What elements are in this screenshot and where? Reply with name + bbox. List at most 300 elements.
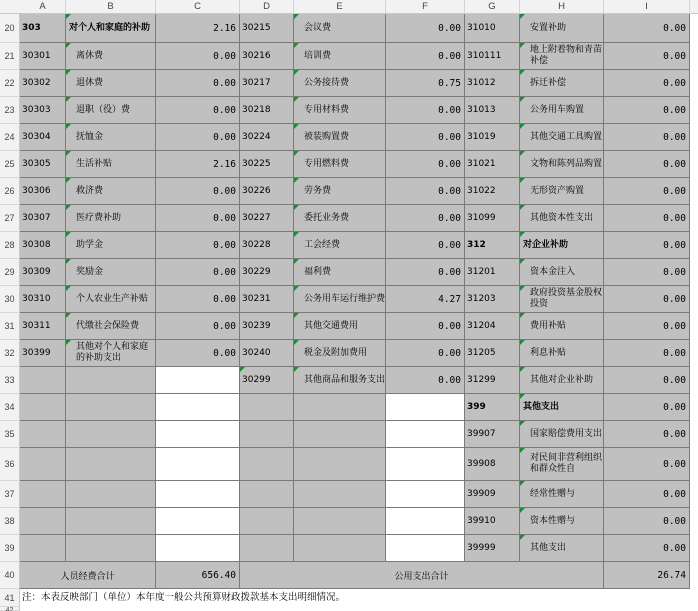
- cell-d[interactable]: [240, 14, 294, 43]
- cell-b[interactable]: [66, 205, 156, 232]
- column-header-e[interactable]: E: [294, 0, 386, 14]
- cell-i[interactable]: [604, 394, 690, 421]
- cell-g[interactable]: [465, 259, 520, 286]
- cell-h[interactable]: [520, 178, 604, 205]
- cell-d[interactable]: [240, 313, 294, 340]
- cell-text: 30231: [242, 294, 271, 304]
- cell-text: 30310: [22, 294, 51, 304]
- cell-i[interactable]: [604, 481, 690, 508]
- cell-d[interactable]: [240, 205, 294, 232]
- cell-text: 0.00: [663, 77, 686, 89]
- cell-f[interactable]: [386, 178, 465, 205]
- cell-g[interactable]: [465, 124, 520, 151]
- cell-b[interactable]: [66, 421, 156, 448]
- cell-d[interactable]: [240, 508, 294, 535]
- cell-text: 31022: [467, 186, 496, 196]
- cell-b[interactable]: [66, 43, 156, 70]
- cell-text: 39999: [467, 543, 496, 553]
- cell-h[interactable]: [520, 481, 604, 508]
- cell-c[interactable]: [156, 97, 240, 124]
- cell-d[interactable]: [240, 151, 294, 178]
- cell-text: 经常性赠与: [530, 488, 576, 499]
- row-42: [0, 607, 698, 611]
- cell-d[interactable]: [240, 259, 294, 286]
- cell-c[interactable]: [156, 232, 240, 259]
- cell-g[interactable]: [465, 43, 520, 70]
- comment-marker-icon: [66, 14, 71, 19]
- cell-i[interactable]: [604, 178, 690, 205]
- cell-h[interactable]: [520, 340, 604, 367]
- cell-a[interactable]: [20, 43, 66, 70]
- cell-g[interactable]: [465, 508, 520, 535]
- cell-h[interactable]: [520, 286, 604, 313]
- cell-c[interactable]: [156, 205, 240, 232]
- cell-text: 30216: [242, 51, 271, 61]
- row-header-42[interactable]: 42: [0, 607, 20, 611]
- cell-b[interactable]: [66, 481, 156, 508]
- cell-i[interactable]: [604, 205, 690, 232]
- cell-i[interactable]: [604, 421, 690, 448]
- cell-text: 税金及附加费用: [304, 347, 368, 358]
- cell-c[interactable]: [156, 178, 240, 205]
- cell-a[interactable]: [20, 286, 66, 313]
- cell-c[interactable]: [156, 508, 240, 535]
- row-header[interactable]: 38: [0, 508, 20, 535]
- cell-g[interactable]: [465, 394, 520, 421]
- cell-a[interactable]: [20, 259, 66, 286]
- cell-c[interactable]: [156, 367, 240, 394]
- cell-h[interactable]: [520, 421, 604, 448]
- cell-text: 30311: [22, 321, 51, 331]
- cell-a[interactable]: [20, 232, 66, 259]
- cell-b[interactable]: [66, 313, 156, 340]
- cell-text: 39907: [467, 429, 496, 439]
- cell-c[interactable]: [156, 313, 240, 340]
- cell-h[interactable]: [520, 394, 604, 421]
- cell-b[interactable]: [66, 448, 156, 481]
- cell-a[interactable]: [20, 151, 66, 178]
- cell-h[interactable]: [520, 535, 604, 562]
- cell-text: 0.00: [663, 515, 686, 527]
- cell-text: 救济费: [76, 185, 104, 196]
- comment-marker-icon: [520, 205, 525, 210]
- cell-d[interactable]: [240, 232, 294, 259]
- cell-text: 抚恤金: [76, 131, 104, 142]
- comment-marker-icon: [520, 286, 525, 291]
- cell-h[interactable]: [520, 205, 604, 232]
- comment-marker-icon: [294, 70, 299, 75]
- cell-c[interactable]: [156, 151, 240, 178]
- row-header[interactable]: 27: [0, 205, 20, 232]
- cell-e[interactable]: [294, 286, 386, 313]
- row-header[interactable]: 39: [0, 535, 20, 562]
- cell-d[interactable]: [240, 340, 294, 367]
- table-footnote[interactable]: 注：本表反映部门（单位）本年度一般公共预算财政拨款基本支出明细情况。: [22, 592, 346, 603]
- cell-h[interactable]: [520, 70, 604, 97]
- public-total-label[interactable]: [240, 562, 604, 589]
- cell-a[interactable]: [20, 205, 66, 232]
- cell-text: 310111: [467, 51, 502, 61]
- cell-e[interactable]: [294, 97, 386, 124]
- column-header-d[interactable]: D: [240, 0, 294, 14]
- cell-b[interactable]: [66, 286, 156, 313]
- cell-i[interactable]: [604, 97, 690, 124]
- cell-a[interactable]: [20, 313, 66, 340]
- cell-b[interactable]: [66, 97, 156, 124]
- row-header[interactable]: 40: [0, 562, 20, 589]
- cell-d[interactable]: [240, 448, 294, 481]
- cell-f[interactable]: [386, 367, 465, 394]
- cell-g[interactable]: [465, 151, 520, 178]
- table-row: [0, 97, 698, 124]
- public-total-value[interactable]: [604, 562, 690, 589]
- cell-text: 2.16: [213, 22, 236, 34]
- comment-marker-icon: [520, 481, 525, 486]
- column-header-i[interactable]: I: [604, 0, 690, 14]
- cell-i[interactable]: [604, 367, 690, 394]
- cell-a[interactable]: [20, 340, 66, 367]
- cell-f[interactable]: [386, 70, 465, 97]
- cell-text: 地上附着物和青苗补偿: [530, 45, 603, 66]
- comment-marker-icon: [520, 178, 525, 183]
- cell-e[interactable]: [294, 232, 386, 259]
- row-header[interactable]: 32: [0, 340, 20, 367]
- row-header[interactable]: 21: [0, 43, 20, 70]
- cell-e[interactable]: [294, 124, 386, 151]
- cell-text: 30309: [22, 267, 51, 277]
- cell-b[interactable]: [66, 151, 156, 178]
- cell-a[interactable]: [20, 448, 66, 481]
- cell-text: 0.00: [438, 320, 461, 332]
- cell-a[interactable]: [20, 535, 66, 562]
- cell-e[interactable]: [294, 508, 386, 535]
- cell-h[interactable]: [520, 367, 604, 394]
- cell-e[interactable]: [294, 178, 386, 205]
- cell-b[interactable]: [66, 535, 156, 562]
- cell-b[interactable]: [66, 70, 156, 97]
- cell-c[interactable]: [156, 394, 240, 421]
- comment-marker-icon: [520, 151, 525, 156]
- cell-f[interactable]: [386, 14, 465, 43]
- cell-c[interactable]: [156, 421, 240, 448]
- cell-f[interactable]: [386, 259, 465, 286]
- column-header-f[interactable]: F: [386, 0, 465, 14]
- cell-f[interactable]: [386, 43, 465, 70]
- row-header-41[interactable]: 41: [0, 589, 20, 607]
- cell-text: 0.75: [438, 77, 461, 89]
- cell-d[interactable]: [240, 124, 294, 151]
- comment-marker-icon: [66, 70, 71, 75]
- cell-a[interactable]: [20, 367, 66, 394]
- cell-g[interactable]: [465, 70, 520, 97]
- cell-g[interactable]: [465, 367, 520, 394]
- cell-text: 其他支出: [530, 542, 567, 553]
- cell-text: 0.00: [438, 212, 461, 224]
- cell-h[interactable]: [520, 259, 604, 286]
- column-header-g[interactable]: G: [465, 0, 520, 14]
- cell-h[interactable]: [520, 43, 604, 70]
- cell-e[interactable]: [294, 313, 386, 340]
- comment-marker-icon: [294, 205, 299, 210]
- cell-a[interactable]: [20, 394, 66, 421]
- cell-c[interactable]: [156, 70, 240, 97]
- cell-f[interactable]: [386, 421, 465, 448]
- cell-i[interactable]: [604, 313, 690, 340]
- cell-b[interactable]: [66, 508, 156, 535]
- cell-g[interactable]: [465, 14, 520, 43]
- cell-text: 0.00: [663, 50, 686, 62]
- cell-e[interactable]: [294, 14, 386, 43]
- cell-a[interactable]: [20, 178, 66, 205]
- cell-b[interactable]: [66, 367, 156, 394]
- cell-text: 医疗费补助: [76, 212, 122, 223]
- cell-text: 39909: [467, 489, 496, 499]
- cell-text: 30239: [242, 321, 271, 331]
- row-header[interactable]: 29: [0, 259, 20, 286]
- cell-text: 0.00: [663, 131, 686, 143]
- cell-e[interactable]: [294, 448, 386, 481]
- cell-g[interactable]: [465, 340, 520, 367]
- cell-i[interactable]: [604, 151, 690, 178]
- cell-e[interactable]: [294, 259, 386, 286]
- cell-d[interactable]: [240, 97, 294, 124]
- cell-text: 0.00: [438, 50, 461, 62]
- cell-g[interactable]: [465, 205, 520, 232]
- row-header[interactable]: 35: [0, 421, 20, 448]
- cell-i[interactable]: [604, 535, 690, 562]
- cell-h[interactable]: [520, 124, 604, 151]
- cell-d[interactable]: [240, 421, 294, 448]
- cell-g[interactable]: [465, 535, 520, 562]
- cell-g[interactable]: [465, 481, 520, 508]
- cell-text: 0.00: [213, 131, 236, 143]
- cell-f[interactable]: [386, 124, 465, 151]
- cell-c[interactable]: [156, 259, 240, 286]
- row-header[interactable]: 28: [0, 232, 20, 259]
- column-header-row: [0, 0, 698, 14]
- row-header[interactable]: 33: [0, 367, 20, 394]
- cell-c[interactable]: [156, 340, 240, 367]
- cell-text: 0.00: [213, 239, 236, 251]
- column-header-c[interactable]: C: [156, 0, 240, 14]
- cell-text: 31013: [467, 105, 496, 115]
- cell-d[interactable]: [240, 286, 294, 313]
- cell-text: 30301: [22, 51, 51, 61]
- cell-a[interactable]: [20, 421, 66, 448]
- cell-h[interactable]: [520, 508, 604, 535]
- cell-f[interactable]: [386, 340, 465, 367]
- cell-text: 30227: [242, 213, 271, 223]
- cell-d[interactable]: [240, 481, 294, 508]
- cell-i[interactable]: [604, 340, 690, 367]
- cell-f[interactable]: [386, 232, 465, 259]
- row-header[interactable]: 24: [0, 124, 20, 151]
- cell-i[interactable]: [604, 43, 690, 70]
- cell-h[interactable]: [520, 151, 604, 178]
- row-header[interactable]: 23: [0, 97, 20, 124]
- cell-i[interactable]: [604, 448, 690, 481]
- cell-text: 0.00: [213, 212, 236, 224]
- cell-f[interactable]: [386, 508, 465, 535]
- cell-text: 0.00: [663, 185, 686, 197]
- personnel-total-value[interactable]: [156, 562, 240, 589]
- row-header[interactable]: 20: [0, 14, 20, 43]
- cell-text: 公务用车运行维护费: [304, 293, 386, 304]
- table-row: [0, 508, 698, 535]
- cell-a[interactable]: [20, 124, 66, 151]
- cell-g[interactable]: [465, 286, 520, 313]
- table-row: [0, 367, 698, 394]
- cell-i[interactable]: [604, 286, 690, 313]
- table-row: [0, 124, 698, 151]
- cell-e[interactable]: [294, 535, 386, 562]
- cell-b[interactable]: [66, 232, 156, 259]
- comment-marker-icon: [66, 178, 71, 183]
- cell-f[interactable]: [386, 481, 465, 508]
- comment-marker-icon: [294, 124, 299, 129]
- cell-i[interactable]: [604, 124, 690, 151]
- cell-d[interactable]: [240, 535, 294, 562]
- row-header[interactable]: 36: [0, 448, 20, 481]
- cell-text: 文物和陈列品购置: [530, 158, 603, 169]
- cell-g[interactable]: [465, 97, 520, 124]
- cell-i[interactable]: [604, 70, 690, 97]
- column-header-a[interactable]: A: [20, 0, 66, 14]
- cell-text: 39908: [467, 459, 496, 469]
- comment-marker-icon: [66, 259, 71, 264]
- row-header[interactable]: 25: [0, 151, 20, 178]
- row-header[interactable]: 30: [0, 286, 20, 313]
- cell-text: 其他支出: [523, 401, 560, 412]
- cell-f[interactable]: [386, 394, 465, 421]
- comment-marker-icon: [520, 367, 525, 372]
- cell-text: 0.00: [663, 542, 686, 554]
- column-header-h[interactable]: H: [520, 0, 604, 14]
- cell-e[interactable]: [294, 394, 386, 421]
- cell-e[interactable]: [294, 70, 386, 97]
- cell-text: 4.27: [438, 293, 461, 305]
- cell-e[interactable]: [294, 481, 386, 508]
- cell-text: 31201: [467, 267, 496, 277]
- column-header-b[interactable]: B: [66, 0, 156, 14]
- row-header[interactable]: 37: [0, 481, 20, 508]
- cell-g[interactable]: [465, 232, 520, 259]
- cell-c[interactable]: [156, 535, 240, 562]
- cell-b[interactable]: [66, 14, 156, 43]
- personnel-total-label[interactable]: [20, 562, 156, 589]
- cell-h[interactable]: [520, 232, 604, 259]
- cell-i[interactable]: [604, 259, 690, 286]
- cell-text: 0.00: [663, 320, 686, 332]
- cell-h[interactable]: [520, 448, 604, 481]
- cell-f[interactable]: [386, 97, 465, 124]
- comment-marker-icon: [294, 313, 299, 318]
- cell-f[interactable]: [386, 448, 465, 481]
- cell-text: 30225: [242, 159, 271, 169]
- cell-e[interactable]: [294, 367, 386, 394]
- cell-e[interactable]: [294, 340, 386, 367]
- cell-c[interactable]: [156, 43, 240, 70]
- cell-b[interactable]: [66, 394, 156, 421]
- table-row: [0, 232, 698, 259]
- cell-d[interactable]: [240, 43, 294, 70]
- cell-b[interactable]: [66, 124, 156, 151]
- cell-b[interactable]: [66, 340, 156, 367]
- cell-d[interactable]: [240, 394, 294, 421]
- cell-f[interactable]: [386, 535, 465, 562]
- cell-h[interactable]: [520, 97, 604, 124]
- cell-c[interactable]: [156, 124, 240, 151]
- cell-a[interactable]: [20, 14, 66, 43]
- cell-f[interactable]: [386, 286, 465, 313]
- cell-e[interactable]: [294, 205, 386, 232]
- cell-h[interactable]: [520, 14, 604, 43]
- cell-text: 0.00: [213, 185, 236, 197]
- comment-marker-icon: [520, 124, 525, 129]
- cell-c[interactable]: [156, 448, 240, 481]
- cell-h[interactable]: [520, 313, 604, 340]
- row-header[interactable]: 34: [0, 394, 20, 421]
- cell-c[interactable]: [156, 14, 240, 43]
- cell-f[interactable]: [386, 205, 465, 232]
- cell-a[interactable]: [20, 97, 66, 124]
- comment-marker-icon: [66, 205, 71, 210]
- cell-g[interactable]: [465, 313, 520, 340]
- cell-d[interactable]: [240, 178, 294, 205]
- cell-a[interactable]: [20, 508, 66, 535]
- row-header[interactable]: 22: [0, 70, 20, 97]
- cell-text: 0.00: [213, 293, 236, 305]
- cell-text: 其他资本性支出: [530, 212, 594, 223]
- cell-text: 离休费: [76, 50, 104, 61]
- cell-c[interactable]: [156, 286, 240, 313]
- cell-i[interactable]: [604, 232, 690, 259]
- cell-e[interactable]: [294, 151, 386, 178]
- cell-e[interactable]: [294, 43, 386, 70]
- table-row: [0, 394, 698, 421]
- cell-text: 31012: [467, 78, 496, 88]
- row-41: [0, 589, 698, 607]
- cell-b[interactable]: [66, 259, 156, 286]
- cell-text: 其他对企业补助: [530, 374, 594, 385]
- cell-text: 0.00: [438, 22, 461, 34]
- cell-text: 人员经费合计: [60, 571, 115, 582]
- cell-f[interactable]: [386, 151, 465, 178]
- cell-g[interactable]: [465, 421, 520, 448]
- cell-i[interactable]: [604, 14, 690, 43]
- cell-g[interactable]: [465, 178, 520, 205]
- cell-a[interactable]: [20, 481, 66, 508]
- cell-text: 0.00: [663, 104, 686, 116]
- cell-i[interactable]: [604, 508, 690, 535]
- cell-text: 公务用车购置: [530, 104, 585, 115]
- row-header[interactable]: 26: [0, 178, 20, 205]
- row-header[interactable]: 31: [0, 313, 20, 340]
- cell-f[interactable]: [386, 313, 465, 340]
- cell-b[interactable]: [66, 178, 156, 205]
- cell-text: 其他交通工具购置: [530, 131, 603, 142]
- comment-marker-icon: [294, 97, 299, 102]
- cell-c[interactable]: [156, 481, 240, 508]
- cell-d[interactable]: [240, 70, 294, 97]
- cell-text: 31203: [467, 294, 496, 304]
- cell-a[interactable]: [20, 70, 66, 97]
- cell-g[interactable]: [465, 448, 520, 481]
- table-row: [0, 448, 698, 481]
- cell-text: 30299: [242, 375, 271, 385]
- cell-d[interactable]: [240, 367, 294, 394]
- cell-e[interactable]: [294, 421, 386, 448]
